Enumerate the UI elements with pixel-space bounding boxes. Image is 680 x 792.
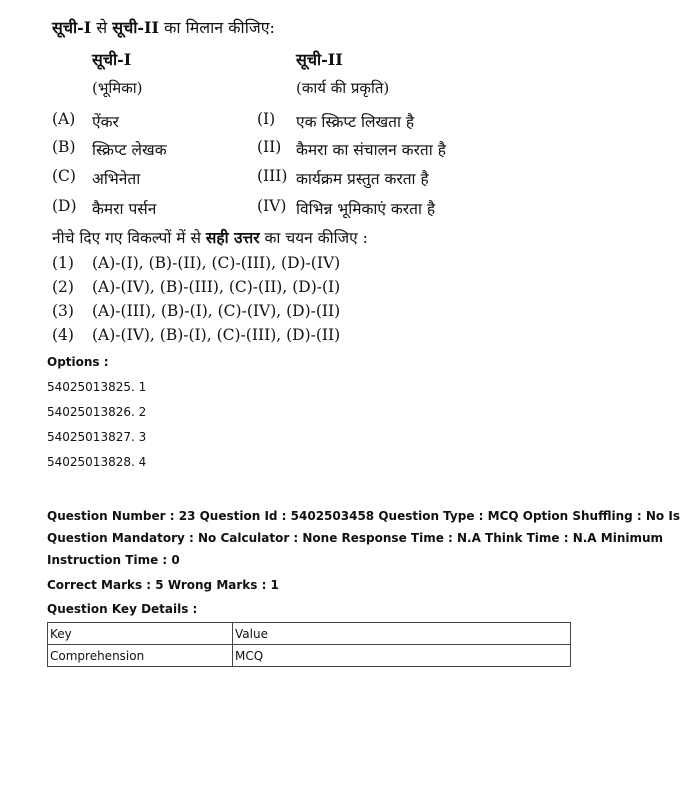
table-header-row — [48, 623, 571, 645]
row-a-key: (A) — [52, 110, 76, 128]
option-3: 54025013827. 3 — [47, 430, 147, 444]
list2-title: सूची-II — [296, 50, 343, 69]
row-c-text: अभिनेता — [92, 170, 141, 188]
row-iii-text: कार्यक्रम प्रस्तुत करता है — [296, 170, 429, 188]
instruction-list2: सूची-II — [112, 18, 159, 37]
row-b-text: स्क्रिप्ट लेखक — [92, 141, 167, 159]
choice-4-num: (4) — [52, 326, 74, 344]
row-key: Comprehension — [48, 645, 233, 667]
row-d-key: (D) — [52, 197, 77, 215]
row-iv-key: (IV) — [257, 197, 287, 215]
instruction-mid: से — [91, 18, 113, 37]
list1-subtitle: (भूमिका) — [92, 79, 143, 97]
option-4: 54025013828. 4 — [47, 455, 147, 469]
list1-title: सूची-I — [92, 50, 132, 69]
choice-2-num: (2) — [52, 278, 74, 296]
choice-1-num: (1) — [52, 254, 74, 272]
choose-post: का चयन कीजिए : — [259, 229, 368, 247]
marks-line: Correct Marks : 5 Wrong Marks : 1 — [47, 578, 279, 592]
row-a-text: ऐंकर — [92, 113, 119, 131]
meta-line-3: Instruction Time : 0 — [47, 553, 180, 567]
header-value: Value — [233, 623, 571, 645]
choice-3-num: (3) — [52, 302, 74, 320]
key-details-label: Question Key Details : — [47, 602, 198, 616]
row-i-text: एक स्क्रिप्ट लिखता है — [296, 113, 415, 131]
options-label: Options : — [47, 355, 109, 369]
option-2: 54025013826. 2 — [47, 405, 147, 419]
choice-3-text: (A)-(III), (B)-(I), (C)-(IV), (D)-(II) — [92, 302, 341, 320]
choice-4-text: (A)-(IV), (B)-(I), (C)-(III), (D)-(II) — [92, 326, 341, 344]
choose-pre: नीचे दिए गए विकल्पों में से — [52, 229, 206, 247]
row-value: MCQ — [233, 645, 571, 667]
row-i-key: (I) — [257, 110, 276, 128]
choose-instruction — [52, 226, 368, 248]
instruction-list1: सूची-I — [52, 18, 92, 37]
list2-subtitle: (कार्य की प्रकृति) — [296, 79, 390, 97]
table-row — [48, 645, 571, 667]
header-key: Key — [48, 623, 233, 645]
row-b-key: (B) — [52, 138, 76, 156]
choose-bold: सही उत्तर — [205, 228, 260, 247]
meta-line-2: Question Mandatory : No Calculator : None Response Time : N.A Think Time : N.A Minimum — [47, 531, 664, 545]
row-iv-text: विभिन्न भूमिकाएं करता है — [296, 200, 436, 218]
choice-1-text: (A)-(I), (B)-(II), (C)-(III), (D)-(IV) — [92, 254, 341, 272]
meta-line-1: Question Number : 23 Question Id : 5402503458 Question Type : MCQ Option Shuffling : No Is — [47, 509, 680, 523]
row-iii-key: (III) — [257, 167, 288, 185]
row-ii-text: कैमरा का संचालन करता है — [296, 141, 446, 159]
option-1: 54025013825. 1 — [47, 380, 147, 394]
row-ii-key: (II) — [257, 138, 282, 156]
row-d-text: कैमरा पर्सन — [92, 200, 157, 218]
choice-2-text: (A)-(IV), (B)-(III), (C)-(II), (D)-(I) — [92, 278, 341, 296]
instruction-post: का मिलान कीजिए: — [158, 18, 275, 37]
key-details-table — [47, 622, 571, 667]
question-instruction — [52, 16, 275, 38]
row-c-key: (C) — [52, 167, 76, 185]
